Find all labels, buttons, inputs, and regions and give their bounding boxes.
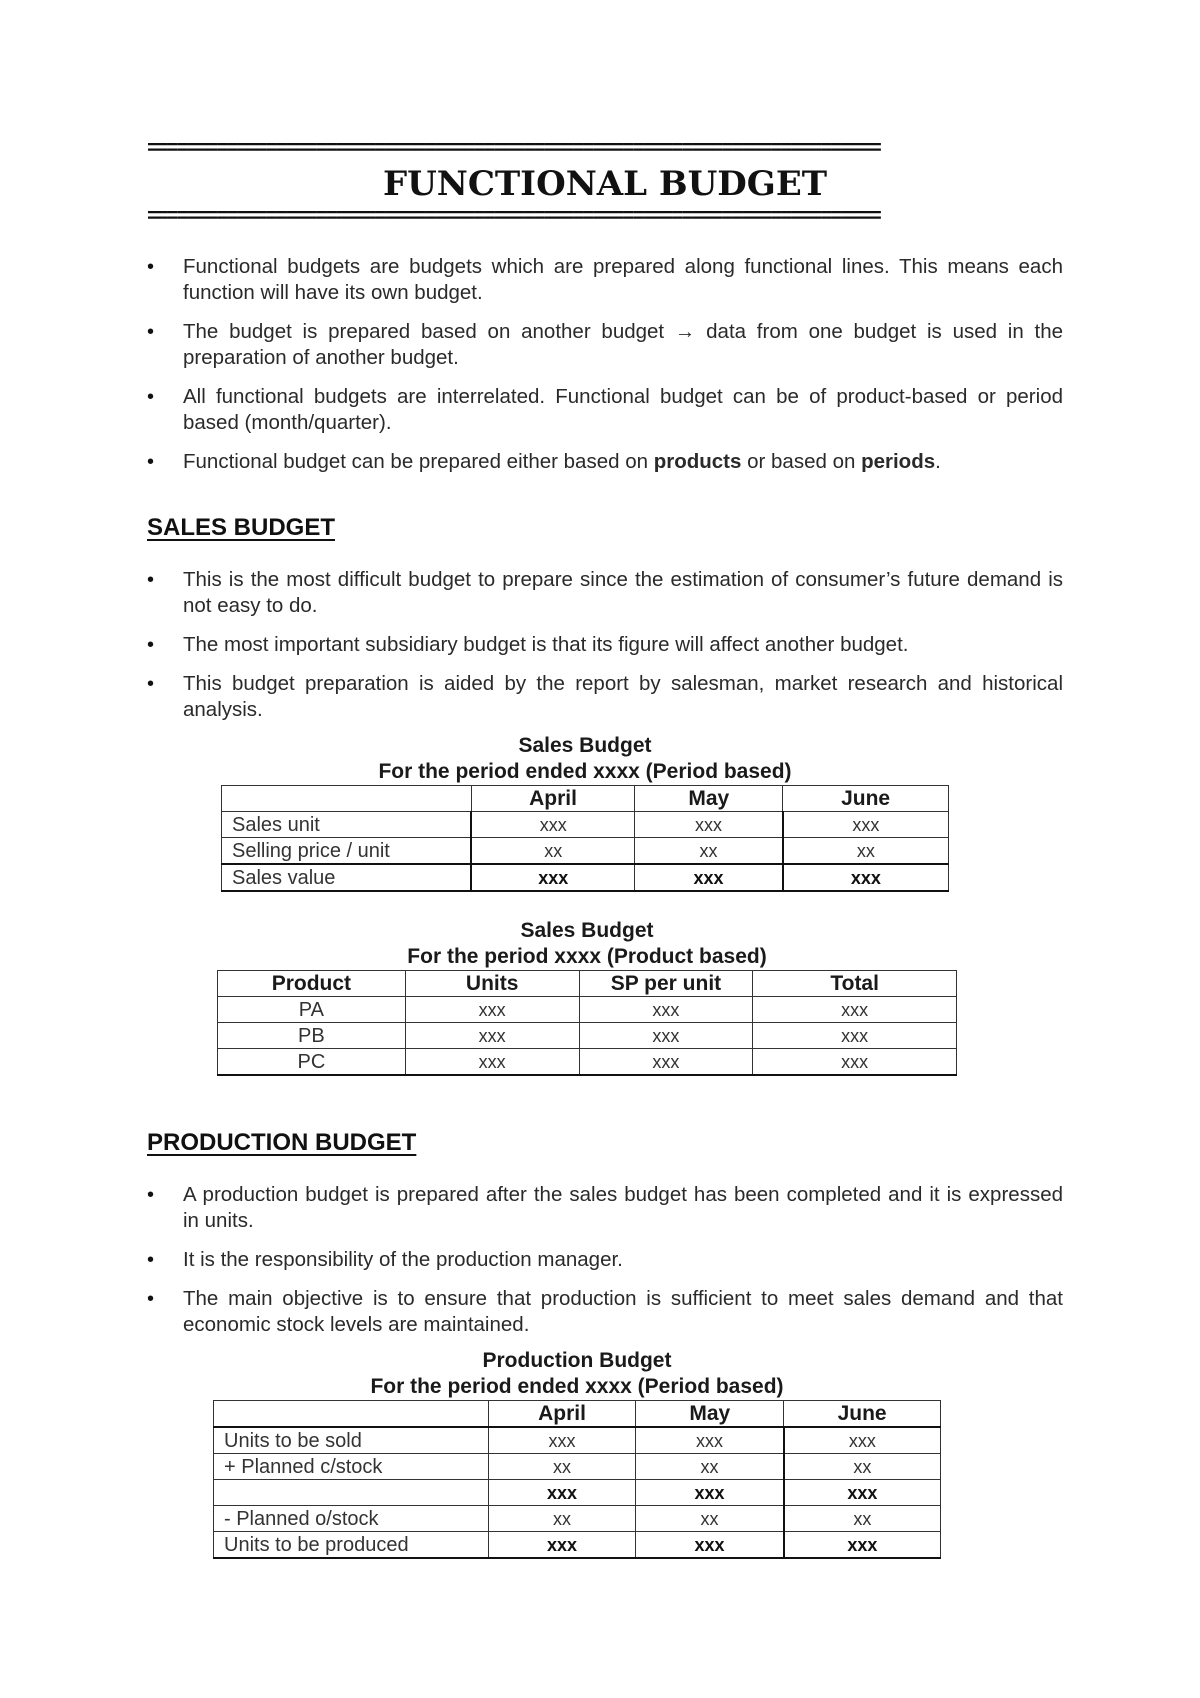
- sales-budget-heading: SALES BUDGET: [147, 514, 336, 541]
- row-label: Units to be produced: [214, 1532, 489, 1559]
- table-cell: xx: [488, 1506, 636, 1532]
- intro-bullet-4-before: Functional budget can be prepared either based on: [183, 450, 654, 473]
- table-cell: xxx: [488, 1532, 636, 1559]
- table-row: [218, 997, 957, 1023]
- intro-bullet-4-after: .: [935, 450, 941, 473]
- sales-product-table-block: [217, 918, 957, 1076]
- table-cell: xxx: [753, 997, 957, 1023]
- table-cell: xx: [635, 838, 783, 865]
- sales-product-table: [217, 970, 957, 1076]
- row-label: [214, 1480, 489, 1506]
- product-cell: PB: [218, 1023, 406, 1049]
- production-table-block: [213, 1348, 941, 1559]
- sales-period-table: [221, 785, 949, 892]
- table-cell: xxx: [784, 1427, 941, 1454]
- row-label: Sales unit: [222, 812, 472, 838]
- intro-bullet-2: • The budget is prepared based on another budget → data from one budget is used in the preparation of another budget.: [147, 319, 1063, 371]
- sales-period-table-subtitle: For the period ended xxxx (Period based): [378, 760, 792, 783]
- production-bullet-3: • The main objective is to ensure that production is sufficient to meet sales demand and that economic stock levels are maintained.: [147, 1286, 1063, 1338]
- table-row: [222, 838, 949, 865]
- production-table-title: Production Budget: [482, 1349, 672, 1372]
- sales-bullet-2: • The most important subsidiary budget is that its figure will affect another budget.: [147, 632, 1063, 658]
- table-cell: xx: [784, 1506, 941, 1532]
- table-cell: xx: [636, 1454, 784, 1480]
- row-label: Sales value: [222, 864, 472, 891]
- table-cell: xxx: [405, 997, 579, 1023]
- table-cell: xxx: [471, 812, 635, 838]
- table-cell: xxx: [753, 1023, 957, 1049]
- table-row: [218, 1049, 957, 1076]
- table-cell: xxx: [784, 1532, 941, 1559]
- products-emphasis: products: [653, 450, 742, 473]
- table-cell: xxx: [636, 1480, 784, 1506]
- table-cell: xxx: [471, 864, 635, 891]
- intro-bullet-4: [147, 449, 1063, 475]
- table-cell: xx: [783, 838, 949, 865]
- periods-emphasis: periods: [861, 450, 936, 473]
- sales-bullet-3: • This budget preparation is aided by the report by salesman, market research and historical analysis.: [147, 671, 1063, 723]
- production-bullet-1: • A production budget is prepared after the sales budget has been completed and it is expressed in units.: [147, 1182, 1063, 1234]
- sales-period-table-block: [221, 733, 949, 892]
- production-bullet-list: [147, 1182, 1063, 1338]
- table-cell: xxx: [488, 1480, 636, 1506]
- intro-bullet-4-mid: or based on: [741, 450, 862, 473]
- column-header-june: June: [783, 786, 949, 812]
- column-header-june: June: [784, 1401, 941, 1428]
- table-cell: xxx: [636, 1427, 784, 1454]
- column-header-may: May: [635, 786, 783, 812]
- sales-product-table-title: Sales Budget: [520, 919, 654, 942]
- table-row: [222, 864, 949, 891]
- sales-product-table-subtitle: For the period xxxx (Product based): [407, 945, 767, 968]
- table-cell: xx: [488, 1454, 636, 1480]
- table-row: [218, 1023, 957, 1049]
- table-cell: xxx: [488, 1427, 636, 1454]
- table-cell: xxx: [635, 864, 783, 891]
- column-header-april: April: [488, 1401, 636, 1428]
- page-title: FUNCTIONAL BUDGET: [382, 164, 828, 204]
- production-table: [213, 1400, 941, 1559]
- table-cell: xxx: [753, 1049, 957, 1076]
- intro-bullet-list: [147, 254, 1063, 475]
- column-header-units: Units: [405, 971, 579, 997]
- table-cell: xxx: [405, 1049, 579, 1076]
- table-cell: xxx: [405, 1023, 579, 1049]
- column-header: [222, 786, 472, 812]
- column-header-sp-per-unit: SP per unit: [579, 971, 753, 997]
- table-row: [222, 812, 949, 838]
- table-row: [214, 1532, 941, 1559]
- table-row: [214, 1480, 941, 1506]
- table-cell: xxx: [783, 812, 949, 838]
- table-cell: xxx: [579, 997, 753, 1023]
- sales-bullet-1: • This is the most difficult budget to prepare since the estimation of consumer’s future demand is not easy to do.: [147, 567, 1063, 619]
- intro-bullet-3: • All functional budgets are interrelated. Functional budget can be of product-based or period based (month/quarter).: [147, 384, 1063, 436]
- row-label: Units to be sold: [214, 1427, 489, 1454]
- table-cell: xxx: [784, 1480, 941, 1506]
- table-cell: xxx: [579, 1049, 753, 1076]
- product-cell: PA: [218, 997, 406, 1023]
- column-header-may: May: [636, 1401, 784, 1428]
- row-label: Selling price / unit: [222, 838, 472, 865]
- table-cell: xxx: [783, 864, 949, 891]
- row-label: + Planned c/stock: [214, 1454, 489, 1480]
- column-header-april: April: [471, 786, 635, 812]
- row-label: - Planned o/stock: [214, 1506, 489, 1532]
- production-table-subtitle: For the period ended xxxx (Period based): [370, 1375, 784, 1398]
- production-bullet-2: • It is the responsibility of the production manager.: [147, 1247, 1063, 1273]
- intro-bullet-1: • Functional budgets are budgets which are prepared along functional lines. This means each function will have its own budget.: [147, 254, 1063, 306]
- document-page: [147, 140, 1063, 1559]
- table-cell: xxx: [579, 1023, 753, 1049]
- column-header: [214, 1401, 489, 1428]
- table-row: [214, 1427, 941, 1454]
- table-cell: xx: [471, 838, 635, 865]
- table-row: [214, 1506, 941, 1532]
- product-cell: PC: [218, 1049, 406, 1076]
- table-cell: xx: [784, 1454, 941, 1480]
- table-cell: xx: [636, 1506, 784, 1532]
- sales-bullet-list: [147, 567, 1063, 723]
- column-header-total: Total: [753, 971, 957, 997]
- top-rule: ==========================================================================: [147, 140, 880, 160]
- sales-period-table-title: Sales Budget: [518, 734, 652, 757]
- column-header-product: Product: [218, 971, 406, 997]
- production-budget-heading: PRODUCTION BUDGET: [147, 1129, 417, 1156]
- table-cell: xxx: [635, 812, 783, 838]
- table-cell: xxx: [636, 1532, 784, 1559]
- table-row: [214, 1454, 941, 1480]
- bottom-rule: ==========================================================================: [147, 208, 880, 228]
